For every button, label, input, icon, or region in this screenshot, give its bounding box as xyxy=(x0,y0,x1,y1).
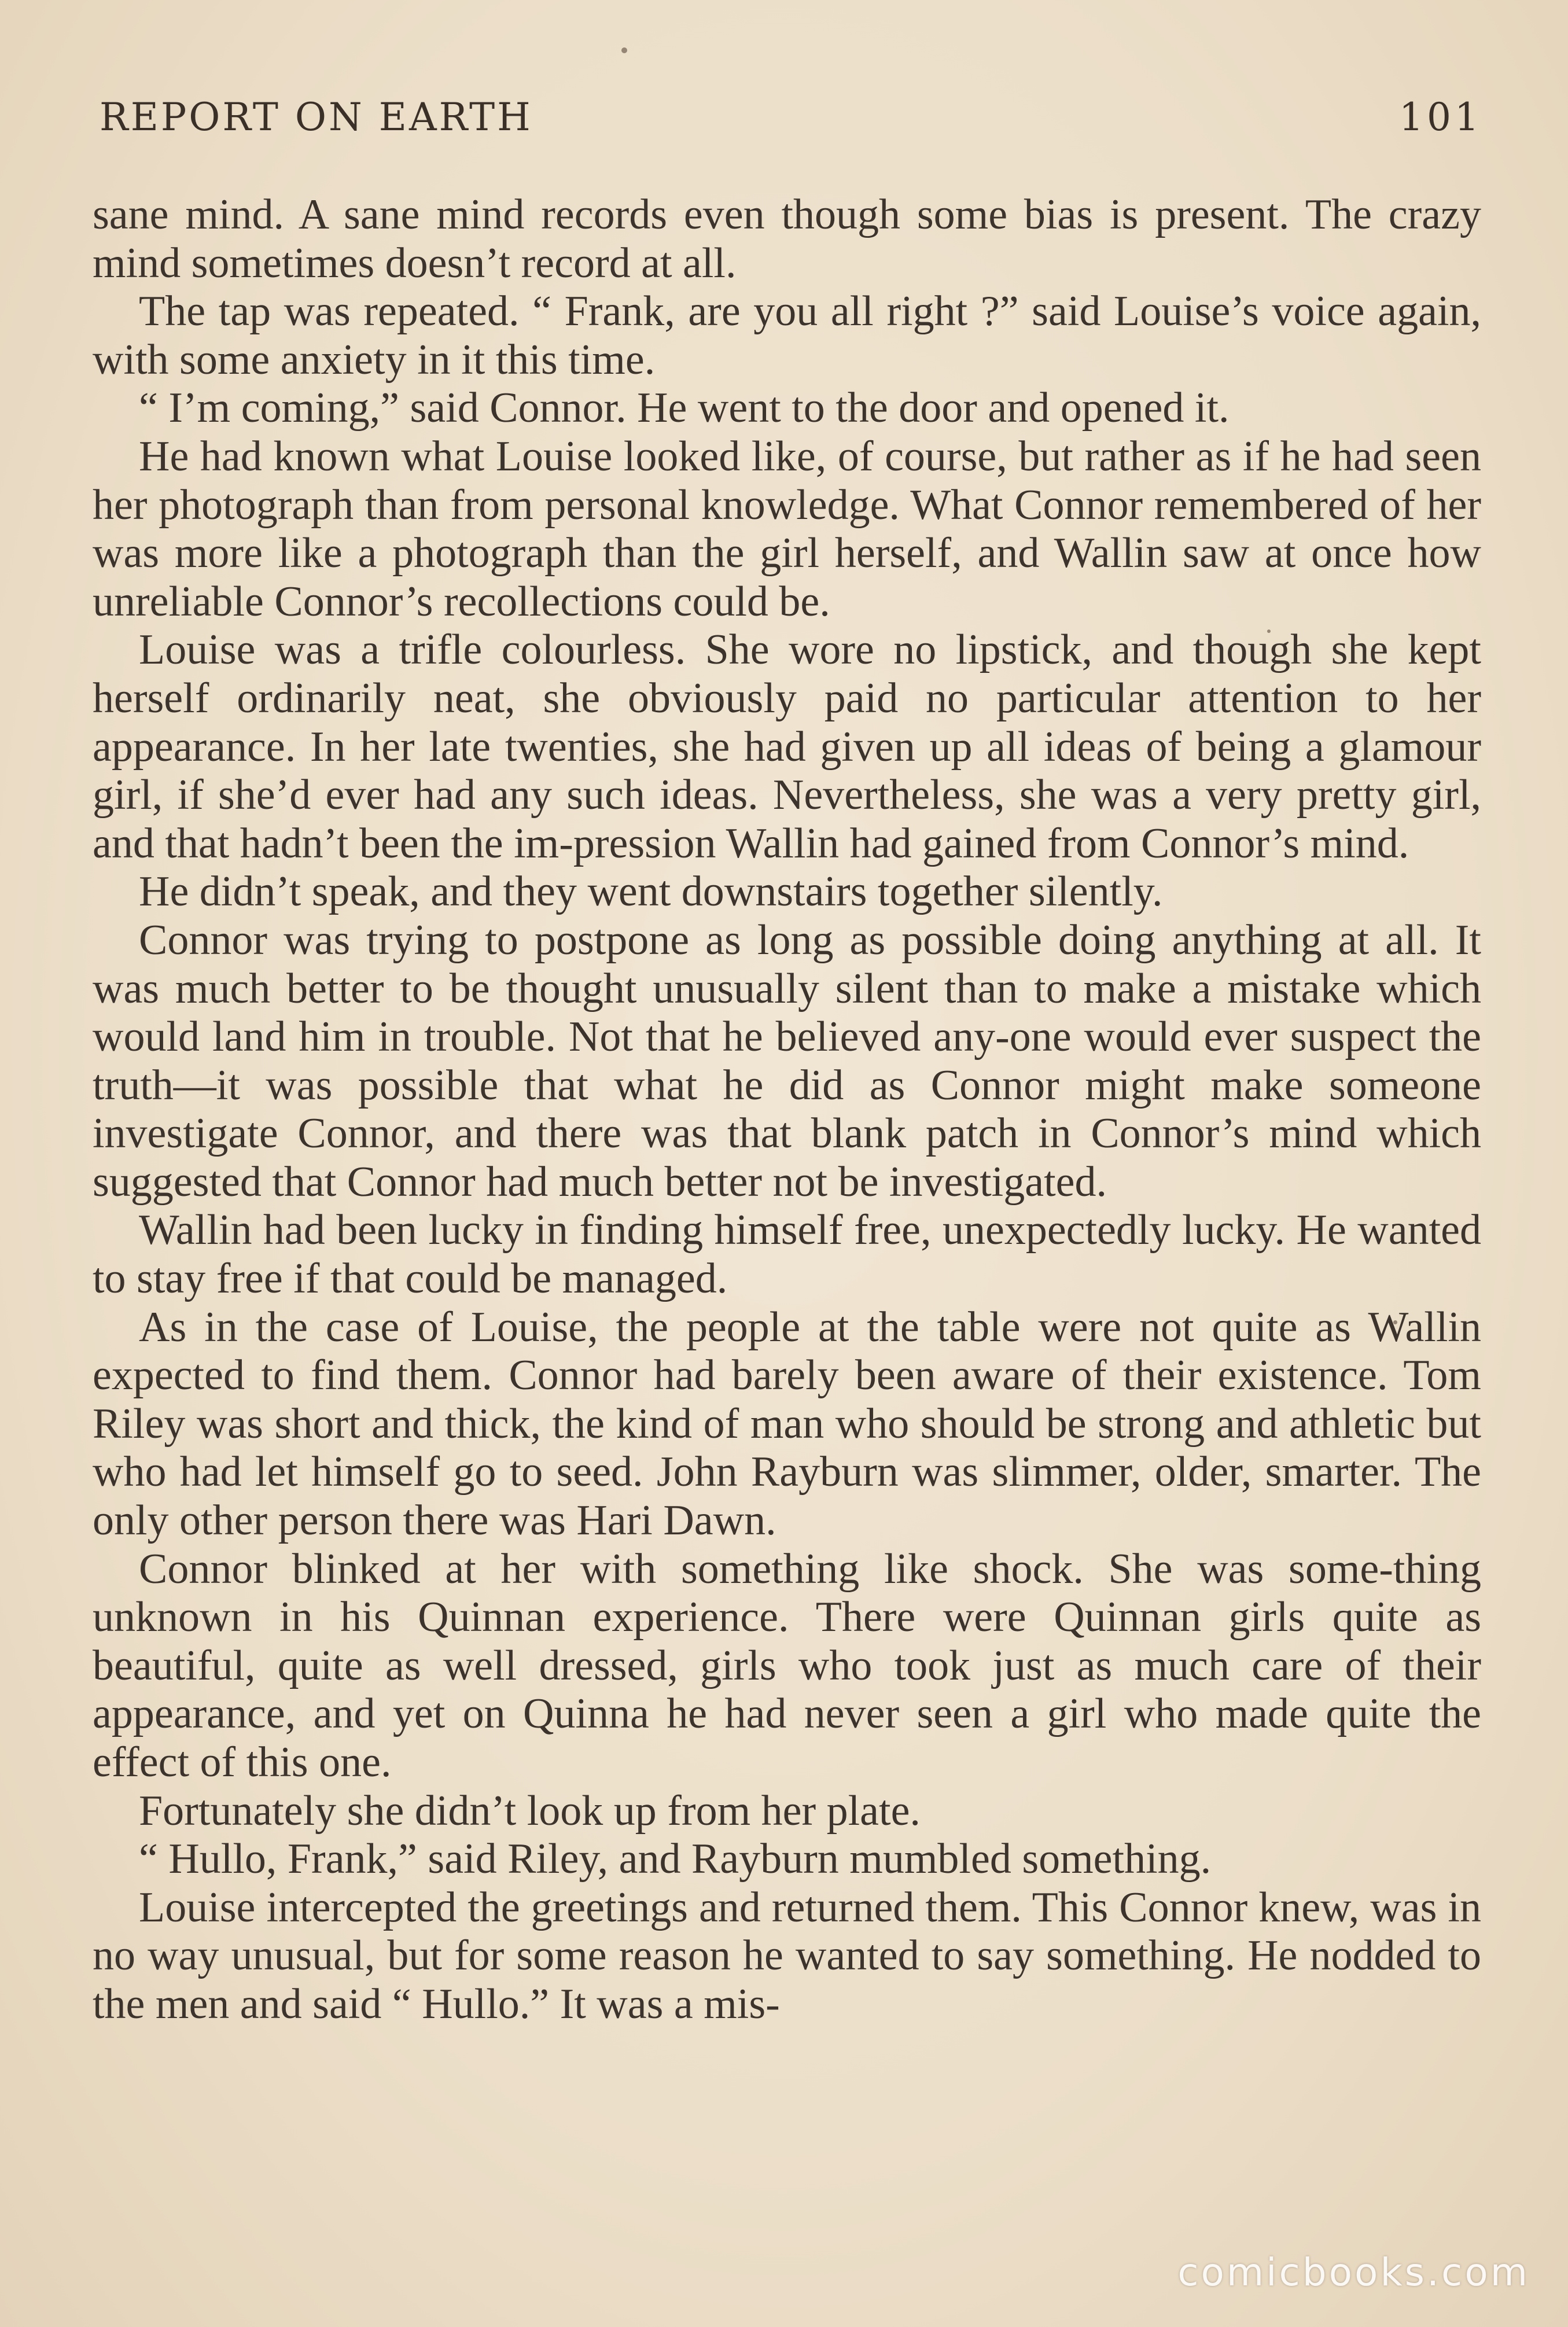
paragraph: “ I’m coming,” said Connor. He went to the door and opened it. xyxy=(139,384,1230,432)
page-number: 101 xyxy=(1399,95,1482,139)
body-text xyxy=(93,191,1481,2029)
paragraph: Wallin had been lucky in finding himself free, unexpectedly lucky. He wanted to stay free if that could be managed. xyxy=(93,1206,1481,1303)
watermark: comicbooks.com xyxy=(1177,2250,1530,2295)
paragraph: As in the case of Louise, the people at the table were not quite as Wallin expected to find them. Connor had barely been aware of their existence. Tom Riley was short and thick, the kind of man who should be strong and athletic but who had let himself go to seed. John Rayburn was slimmer, older, smarter. The only other person there was Hari Dawn. xyxy=(93,1303,1481,1545)
paragraph: Connor was trying to postpone as long as possible doing anything at all. It was much better to be thought unusually silent than to make a mistake which would land him in trouble. Not that he believed any-one would ever suspect the truth—it was possible that what he did as Connor might make someone investigate Connor, and there was that blank patch in Connor’s mind which suggested that Connor had much better not be investigated. xyxy=(93,916,1481,1206)
paragraph: Louise was a trifle colourless. She wore no lipstick, and though she kept herself ordinarily neat, she obviously paid no particular attention to her appearance. In her late twenties, she had given up all ideas of being a glamour girl, if she’d ever had any such ideas. Nevertheless, she was a very pretty girl, and that hadn’t been the im-pression Wallin had gained from Connor’s mind. xyxy=(93,626,1481,867)
ink-speck xyxy=(621,47,627,53)
paragraph: “ Hullo, Frank,” said Riley, and Rayburn mumbled something. xyxy=(139,1835,1212,1883)
paragraph: Louise intercepted the greetings and returned them. This Connor knew, was in no way unusual, but for some reason he wanted to say something. He nodded to the men and said “ Hullo.” It was a mis- xyxy=(93,1883,1481,2028)
paragraph: sane mind. A sane mind records even though some bias is present. The crazy mind sometimes doesn’t record at all. xyxy=(93,191,1481,287)
paragraph: Connor blinked at her with something like shock. She was some-thing unknown in his Quinnan experience. There were Quinnan girls quite as beautiful, quite as well dressed, girls who took just as much care of their appearance, and yet on Quinna he had never seen a girl who made quite the effect of this one. xyxy=(93,1545,1481,1786)
paragraph: The tap was repeated. “ Frank, are you all right ?” said Louise’s voice again, with some anxiety in it this time. xyxy=(93,288,1481,384)
page-header xyxy=(100,86,1482,149)
paragraph: Fortunately she didn’t look up from her plate. xyxy=(139,1787,921,1835)
paragraph: He had known what Louise looked like, of course, but rather as if he had seen her photograph than from personal knowledge. What Connor remembered of her was more like a photograph than the girl herself, and Wallin saw at once how unreliable Connor’s recollections could be. xyxy=(93,432,1481,625)
paragraph: He didn’t speak, and they went downstairs together silently. xyxy=(139,868,1163,916)
running-title: REPORT ON EARTH xyxy=(100,95,533,139)
